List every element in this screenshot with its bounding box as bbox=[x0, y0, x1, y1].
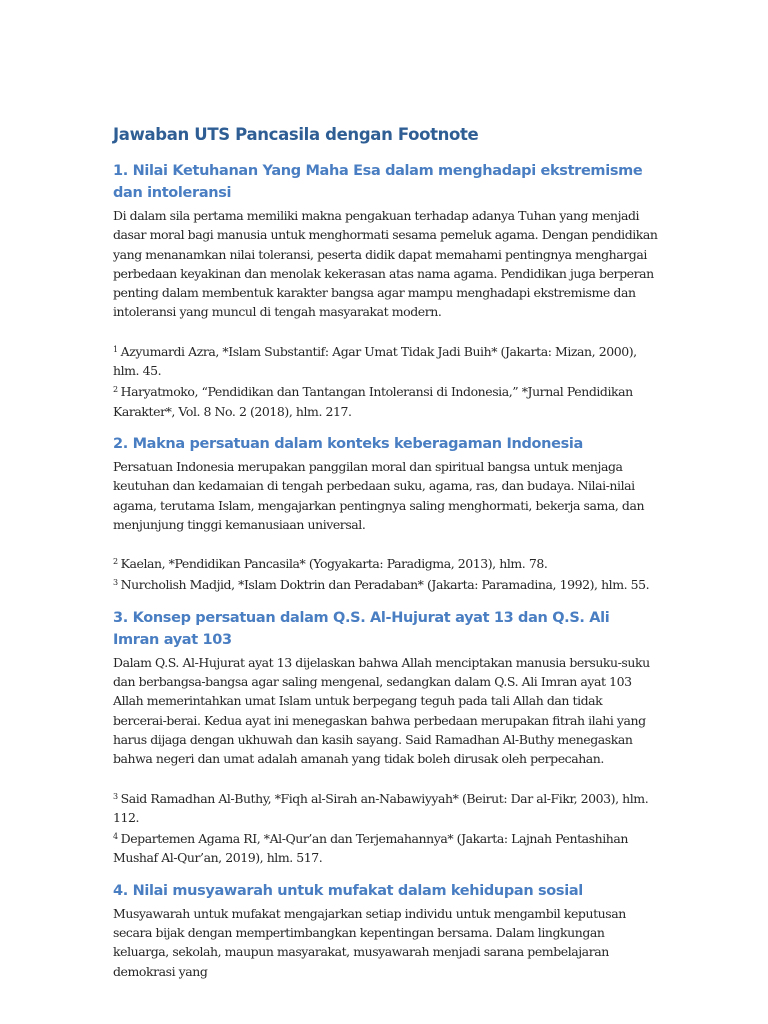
section-3 bbox=[113, 607, 658, 868]
document-content bbox=[113, 124, 658, 993]
section-paragraph: Dalam Q.S. Al-Hujurat ayat 13 dijelaskan bahwa Allah menciptakan manusia bersuku-suku dan berbangsa-bangsa agar saling mengenal, sedangkan dalam Q.S. Ali Imran ayat 103 Allah memerintahkan umat Islam untuk berpegang teguh pada tali Allah dan tidak bercerai-berai. Kedua ayat ini menegaskan bahwa perbedaan merupakan fitrah ilahi yang harus dijaga dengan ukhuwah dan kasih sayang. Said Ramadhan Al-Buthy menegaskan bahwa negeri dan umat adalah amanah yang tidak boleh dirusak oleh perpecahan. bbox=[113, 654, 650, 767]
footnote-number: 1 bbox=[113, 344, 118, 354]
footnote bbox=[113, 552, 658, 573]
section-paragraph: Di dalam sila pertama memiliki makna pengakuan terhadap adanya Tuhan yang menjadi dasar moral bagi manusia untuk menghormati sesama pemeluk agama. Dengan pendidikan yang menanamkan nilai toleransi, peserta didik dapat memahami pentingnya menghargai perbedaan keyakinan dan menolak kekerasan atas nama agama. Pendidikan juga berperan penting dalam membentuk karakter bangsa agar mampu menghadapi ekstremisme dan intoleransi yang muncul di tengah masyarakat modern. bbox=[113, 208, 658, 320]
footnote-text: Departemen Agama RI, *Al-Qur’an dan Terjemahannya* (Jakarta: Lajnah Pentashihan Mushaf Al-Qur’an, 2019), hlm. 517. bbox=[113, 831, 628, 866]
footnote-number: 2 bbox=[113, 557, 118, 567]
section-1 bbox=[113, 160, 658, 421]
footnote-number: 4 bbox=[113, 832, 118, 842]
footnotes bbox=[113, 787, 658, 868]
footnotes bbox=[113, 552, 658, 595]
section-4 bbox=[113, 880, 658, 981]
footnote bbox=[113, 380, 658, 421]
footnote-text: Nurcholish Madjid, *Islam Doktrin dan Peradaban* (Jakarta: Paramadina, 1992), hlm. 55. bbox=[120, 577, 650, 593]
footnote-number: 2 bbox=[113, 385, 118, 395]
footnote-number: 3 bbox=[113, 578, 118, 588]
document-title: Jawaban UTS Pancasila dengan Footnote bbox=[113, 125, 479, 144]
section-2 bbox=[113, 433, 658, 595]
section-heading: 3. Konsep persatuan dalam Q.S. Al-Hujurat ayat 13 dan Q.S. Ali Imran ayat 103 bbox=[113, 609, 610, 648]
footnote bbox=[113, 340, 658, 381]
footnote-number: 3 bbox=[113, 791, 118, 801]
footnotes bbox=[113, 340, 658, 421]
section-heading: 1. Nilai Ketuhanan Yang Maha Esa dalam menghadapi ekstremisme dan intoleransi bbox=[113, 163, 643, 201]
footnote bbox=[113, 787, 658, 828]
footnote-text: Said Ramadhan Al-Buthy, *Fiqh al-Sirah an-Nabawiyyah* (Beirut: Dar al-Fikr, 2003), hlm. 112. bbox=[113, 790, 649, 825]
footnote-text: Kaelan, *Pendidikan Pancasila* (Yogyakarta: Paradigma, 2013), hlm. 78. bbox=[120, 556, 548, 572]
section-heading: 2. Makna persatuan dalam konteks keberagaman Indonesia bbox=[113, 435, 583, 452]
footnote bbox=[113, 827, 658, 868]
section-paragraph: Musyawarah untuk mufakat mengajarkan setiap individu untuk mengambil keputusan secara bijak dengan mempertimbangkan kepentingan bersama. Dalam lingkungan keluarga, sekolah, maupun masyarakat, musyawarah menjadi sarana pembelajaran demokrasi yang bbox=[113, 905, 626, 979]
footnote-text: Azyumardi Azra, *Islam Substantif: Agar Umat Tidak Jadi Buih* (Jakarta: Mizan, 2000), hlm. 45. bbox=[113, 343, 637, 379]
section-heading: 4. Nilai musyawarah untuk mufakat dalam kehidupan sosial bbox=[113, 882, 583, 899]
footnote bbox=[113, 573, 658, 594]
footnote-text: Haryatmoko, “Pendidikan dan Tantangan Intoleransi di Indonesia,” *Jurnal Pendidikan Karakter*, Vol. 8 No. 2 (2018), hlm. 217. bbox=[113, 384, 633, 419]
section-paragraph: Persatuan Indonesia merupakan panggilan moral dan spiritual bangsa untuk menjaga keutuhan dan kedamaian di tengah perbedaan suku, agama, ras, dan budaya. Nilai-nilai agama, terutama Islam, mengajarkan pentingnya saling menghormati, bekerja sama, dan menjunjung tinggi kemanusiaan universal. bbox=[113, 458, 645, 532]
